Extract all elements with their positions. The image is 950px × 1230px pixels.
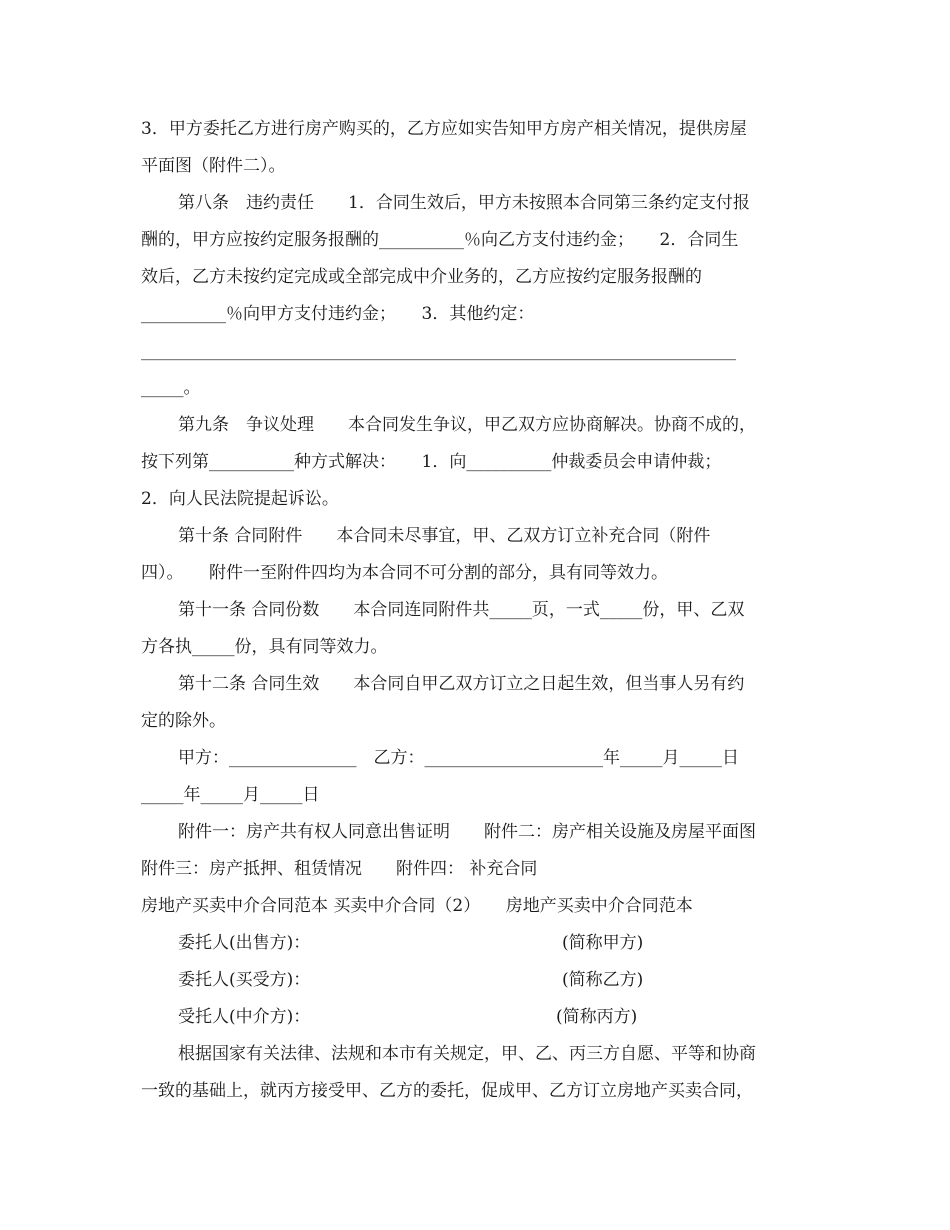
text-line: 3．甲方委托乙方进行房产购买的，乙方应如实告知甲方房产相关情况，提供房屋 [141,119,747,139]
text-line: 第九条 争议处理 本合同发生争议，甲乙双方应协商解决。协商不成的， [178,415,756,435]
party-abbrev: (简称丙方) [556,1007,638,1027]
text-line: 按下列第__________种方式解决： 1．向__________仲裁委员会申请仲裁； [141,452,722,472]
text-line: 2．向人民法院提起诉讼。 [141,489,339,509]
text-line: 第十二条 合同生效 本合同自甲乙双方订立之日起生效，但当事人另有约 [178,674,745,694]
text-line: 酬的，甲方应按约定服务报酬的__________％向乙方支付违约金； 2．合同生 [141,230,739,250]
text-line: 根据国家有关法律、法规和本市有关规定，甲、乙、丙三方自愿、平等和协商 [178,1044,756,1064]
text-line: _____。 [141,378,201,398]
text-line: 效后，乙方未按约定完成或全部完成中介业务的，乙方应按约定服务报酬的 [141,267,702,287]
text-line: 四）。 附件一至附件四均为本合同不可分割的部分，具有同等效力。 [141,563,668,583]
party-abbrev: (简称甲方) [562,933,644,953]
text-line: 附件一：房产共有权人同意出售证明 附件二：房产相关设施及房屋平面图 [178,822,756,842]
text-line: 一致的基础上，就丙方接受甲、乙方的委托，促成甲、乙方订立房地产买卖合同， [141,1081,753,1101]
party-label: 委托人(出售方)： [178,933,311,953]
party-label: 委托人(买受方)： [178,970,311,990]
date-line: _____年_____月_____日 [141,785,320,805]
text-line: 平面图（附件二）。 [141,156,286,176]
blank-line: ______________________________________________________________________ [141,341,736,361]
party-abbrev: (简称乙方) [562,970,644,990]
text-line: 第八条 违约责任 1．合同生效后，甲方未按照本合同第三条约定支付报 [178,193,750,213]
text-line: 方各执_____份，具有同等效力。 [141,637,388,657]
text-line: 第十条 合同附件 本合同未尽事宜，甲、乙双方订立补充合同（附件 [178,526,711,546]
text-line: 定的除外。 [141,711,226,731]
signature-line: 甲方：_______________ 乙方：_____________________年_____月_____日 [178,748,739,768]
text-line: 第十一条 合同份数 本合同连同附件共_____页，一式_____份，甲、乙双 [178,600,745,620]
section-heading: 房地产买卖中介合同范本 买卖中介合同（2） 房地产买卖中介合同范本 [141,896,693,916]
party-label: 受托人(中介方)： [178,1007,311,1027]
text-line: __________％向甲方支付违约金； 3．其他约定： [141,304,535,324]
text-line: 附件三：房产抵押、租赁情况 附件四： 补充合同 [141,859,538,879]
